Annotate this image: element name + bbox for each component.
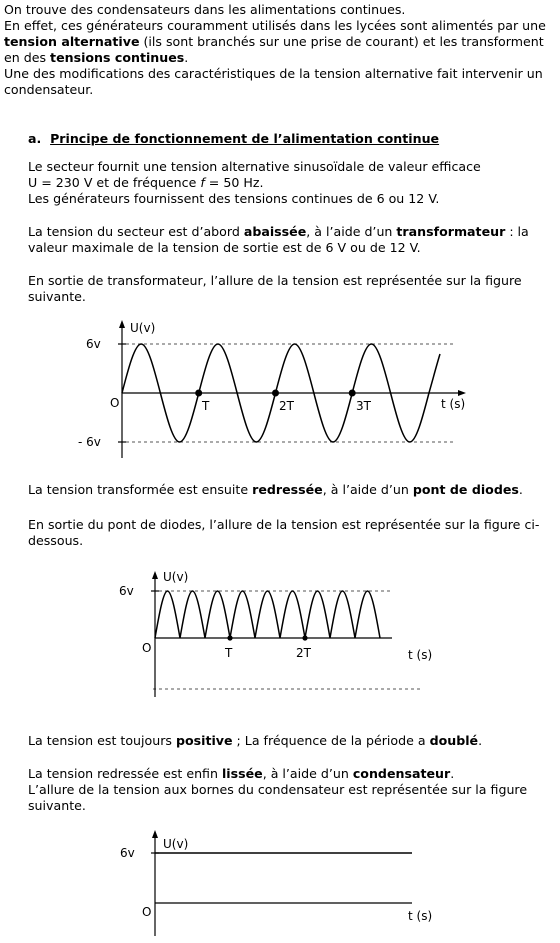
fig2-origin: O [142, 641, 152, 655]
point-T [195, 390, 202, 397]
fig1-tick-3T: 3T [356, 399, 371, 413]
lissee-paragraph: La tension redressée est enfin lissée, à l’aide d’un condensateur. L’allure de la tension aux bornes du condensateur est représentée sur la figure suivante. [28, 766, 528, 813]
sortie-transformateur-paragraph: En sortie de transformateur, l’allure de la tension est représentée sur la figure suivante. [28, 273, 522, 304]
fig3-ylabel: U(v) [163, 837, 189, 851]
y-axis-arrow [152, 571, 158, 579]
intro-paragraph-3: Une des modifications des caractéristiques de la tension alternative fait intervenir un condensateur. [4, 66, 543, 97]
x-axis-arrow [458, 390, 466, 396]
fig3-top-label: 6v [120, 846, 135, 860]
abaissee-paragraph: La tension du secteur est d’abord abaissée, à l’aide d’un transformateur : la valeur maximale de la tension de sortie est de 6 V ou de 12 V. [28, 224, 529, 255]
section-title [28, 131, 439, 147]
fig1-xlabel: t (s) [441, 397, 466, 411]
section-title-text: Principe de fonctionnement de l’alimentation continue [50, 131, 440, 146]
fig2-tick-2T: 2T [296, 646, 311, 660]
intro [4, 2, 556, 98]
fig2-xlabel: t (s) [408, 648, 433, 662]
sortie-pont-paragraph: En sortie du pont de diodes, l’allure de la tension est représentée sur la figure ci-dessous. [28, 517, 540, 548]
fig1-ylabel: U(v) [130, 321, 156, 335]
positive-paragraph: La tension est toujours positive ; La fréquence de la période a doublé. [28, 733, 483, 748]
intro-line-1: On trouve des condensateurs dans les alimentations continues. [4, 2, 406, 17]
fig1-top-label: 6v [86, 337, 101, 351]
figure-smoothed-voltage [0, 828, 560, 938]
fig1-tick-T: T [202, 399, 210, 413]
rectified-curve [155, 591, 380, 638]
fig1-origin: O [110, 396, 120, 410]
figure-rectified-voltage [0, 569, 560, 699]
point-2T [302, 635, 307, 640]
point-T [227, 635, 232, 640]
fig1-tick-2T: 2T [279, 399, 294, 413]
y-axis-arrow [119, 320, 125, 328]
section-letter: a. [28, 131, 42, 146]
y-axis-arrow [152, 830, 158, 838]
intro-paragraph-2: En effet, ces générateurs couramment utilisés dans les lycées sont alimentés par une tension alternative (ils sont branchés sur une prise de courant) et les transforment en des tensions continues. [4, 18, 546, 65]
point-3T [349, 390, 356, 397]
point-2T [272, 390, 279, 397]
fig1-bottom-label: - 6v [78, 435, 101, 449]
fig2-tick-T: T [225, 646, 233, 660]
fig2-ylabel: U(v) [163, 570, 189, 584]
figure-sinusoidal-voltage [0, 318, 560, 468]
redressee-paragraph: La tension transformée est ensuite redressée, à l’aide d’un pont de diodes. [28, 482, 523, 497]
fig3-xlabel: t (s) [408, 909, 433, 923]
secteur-paragraph: Le secteur fournit une tension alternative sinusoïdale de valeur efficace U = 230 V et de fréquence f = 50 Hz. Les générateurs fournissent des tensions continues de 6 ou 12 V. [28, 159, 481, 206]
fig2-top-label: 6v [119, 584, 134, 598]
fig3-origin: O [142, 905, 152, 919]
